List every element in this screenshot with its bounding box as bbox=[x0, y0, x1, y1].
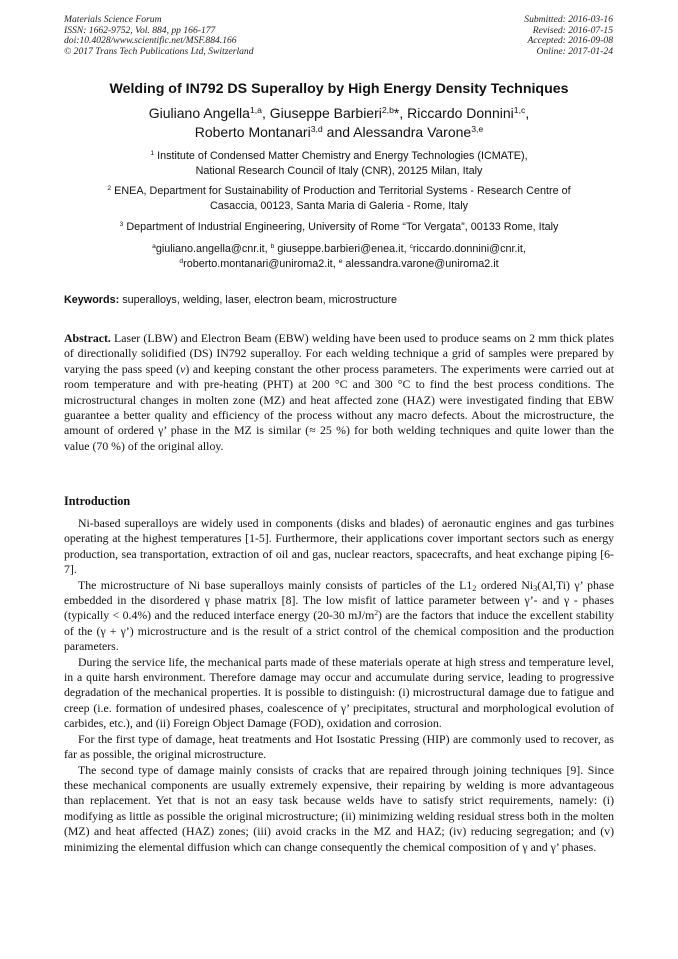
author-name: Giuseppe Barbieri bbox=[269, 105, 382, 121]
doi: doi:10.4028/www.scientific.net/MSF.884.166 bbox=[64, 35, 237, 47]
abstract-text: Laser (LBW) and Electron Beam (EBW) welding have been used to produce seams on 2 mm thick plates of directionally solidified (DS) IN792 superalloy. For each welding technique a grid of samples were prepared by varying the pass speed ( bbox=[64, 331, 614, 376]
dates-header bbox=[524, 15, 613, 57]
submitted-date: Submitted: 2016-03-16 bbox=[524, 14, 613, 25]
abstract bbox=[64, 331, 614, 454]
journal-header bbox=[64, 15, 254, 57]
affiliation-text: National Research Council of Italy (CNR), 20125 Milan, Italy bbox=[195, 164, 483, 177]
author-list: Giuliano Angella$^{1,a}$, Giuseppe Barbieri$^{2,b}$*, Riccardo Donnini$^{1,c}$, Roberto Montanari$^{3,d}$ and Alessandra Varone$^{3,e}$ bbox=[148, 105, 530, 140]
email-link[interactable]: riccardo.donnini@cnr.it bbox=[412, 243, 523, 255]
affiliation-number: 2 bbox=[107, 185, 112, 193]
affiliation-text: Casaccia, 00123, Santa Maria di Galeria - Rome, Italy bbox=[209, 199, 469, 212]
keywords bbox=[64, 294, 397, 306]
author-affil-mark: 1,a bbox=[249, 105, 263, 116]
journal-name: Materials Science Forum bbox=[64, 14, 162, 25]
email-list: $^a$giuliano.angella@cnr.it, $^b$ giuseppe.barbieri@enea.it, $^c$riccardo.donnini@cnr.it, $^d$roberto.montanari@uniroma2.it, $^e$ alessandra.varone@uniroma2.it bbox=[152, 243, 526, 270]
affiliation-text: Department of Industrial Engineering, University of Rome “Tor Vergata”, 00133 Rome, Italy bbox=[126, 221, 559, 233]
paragraph: Ni-based superalloys are widely used in components (disks and blades) of aeronautic engines and gas turbines operating at the highest temperatures [1-5]. Furthermore, their applications cover important sectors such as energy production, sea transportation, extraction of oil and gas, nuclear reactors, spacecrafts, and heat exchange piping [6-7]. bbox=[64, 516, 614, 577]
author-name: Giuliano Angella bbox=[148, 105, 250, 121]
affiliation-text: ENEA, Department for Sustainability of Production and Territorial Systems - Research Centre of bbox=[114, 185, 571, 197]
affiliation-number: 1 bbox=[150, 150, 155, 158]
issn: ISSN: 1662-9752, Vol. 884, pp 166-177 bbox=[64, 24, 216, 36]
online-date: Online: 2017-01-24 bbox=[536, 45, 613, 57]
keywords-text: superalloys, welding, laser, electron beam, microstructure bbox=[122, 294, 398, 306]
email-link[interactable]: giuliano.angella@cnr.it bbox=[155, 243, 265, 255]
paragraph: The microstructure of Ni base superalloys mainly consists of particles of the $L1_2$ ordered $Ni_3(Al,Ti)$ γ’ phase embedded in the disordered γ phase matrix [8]. The low misfit of lattice parameter between γ’- and γ - phases (typically < 0.4%) and the reduced interface energy (20-30 $mJ/m^2$) are the factors that induce the excellent stability of the (γ + γ’) microstructure and is the result of a strict control of the chemical composition and the production parameters. bbox=[64, 577, 614, 654]
author-affil-mark: 2,b bbox=[381, 105, 394, 116]
email-link[interactable]: roberto.montanari@uniroma2.it bbox=[183, 257, 333, 270]
abstract-variable: v bbox=[180, 361, 186, 376]
author-name: Roberto Montanari bbox=[194, 123, 311, 140]
author-name: Alessandra Varone bbox=[353, 123, 472, 140]
paper-title: Welding of IN792 DS Superalloy by High Energy Density Techniques bbox=[109, 81, 569, 97]
affiliation-1 bbox=[0, 149, 678, 178]
section-heading-introduction: Introduction bbox=[64, 494, 131, 508]
abstract-text: ) and keeping constant the other process parameters. The experiments were carried out at room temperature and with pre-heating (PHT) at 200 °C and 300 °C to find the best process conditions. The microstructural changes in molten zone (MZ) and heat affected zone (HAZ) were investigated finding that EBW guarantee a better quality and efficiency of the process without any macro defects. About the microstructure, the amount of ordered γ’ phase in the MZ is similar (≈ 25 %) for both welding techniques and quite lower than the value (70 %) of the original alloy. bbox=[64, 361, 614, 453]
email-link[interactable]: alessandra.varone@uniroma2.it bbox=[345, 257, 499, 270]
paragraph: During the service life, the mechanical parts made of these materials operate at high stress and temperature level, in a quite harsh environment. Therefore damage may occur and accumulate during service, leading to progressive degradation of the mechanical properties. It is possible to distinguish: (i) microstructural damage due to fatigue and creep (i.e. formation of undesired phases, coalescence of γ’ precipitates, structural and morphological evolution of carbides, etc.), and (ii) Foreign Object Damage (FOD), oxidation and corrosion. bbox=[64, 654, 614, 731]
keywords-label: Keywords: bbox=[64, 294, 120, 306]
affiliation-2 bbox=[0, 184, 678, 213]
affiliation-number: 3 bbox=[119, 221, 124, 229]
paragraph: For the first type of damage, heat treatments and Hot Isostatic Pressing (HIP) are commonly used to recover, as far as possible, the original microstructure. bbox=[64, 731, 614, 762]
abstract-label: Abstract. bbox=[64, 331, 111, 345]
email-link[interactable]: giuseppe.barbieri@enea.it bbox=[277, 243, 404, 255]
paragraph: The second type of damage mainly consists of cracks that are repaired through joining techniques [9]. Since these mechanical components are usually extremely expensive, their repairing by welding is more advantageous than replacement. Yet that is not an easy task because welds have to satisfy strict requirements, namely: (i) modifying as little as possible the original microstructure; (ii) minimizing welding residual stress both in the molten (MZ) and heat affected (HAZ) zones; (iii) avoid cracks in the MZ and HAZ; (iv) reducing segregation; and (v) minimizing the elemental diffusion which can change consequently the chemical composition of γ and γ’ phases. bbox=[64, 762, 614, 854]
author-affil-mark: 3,e bbox=[471, 123, 484, 134]
accepted-date: Accepted: 2016-09-08 bbox=[527, 35, 613, 47]
author-affil-mark: 1,c bbox=[513, 105, 526, 116]
introduction-body bbox=[64, 516, 614, 855]
affiliation-text: Institute of Condensed Matter Chemistry and Energy Technologies (ICMATE), bbox=[157, 150, 528, 162]
revised-date: Revised: 2016-07-15 bbox=[532, 24, 613, 36]
author-affil-mark: 3,d bbox=[310, 123, 323, 134]
copyright: © 2017 Trans Tech Publications Ltd, Switzerland bbox=[64, 45, 254, 57]
author-name: Riccardo Donnini bbox=[407, 105, 514, 121]
affiliation-3 bbox=[0, 220, 678, 235]
